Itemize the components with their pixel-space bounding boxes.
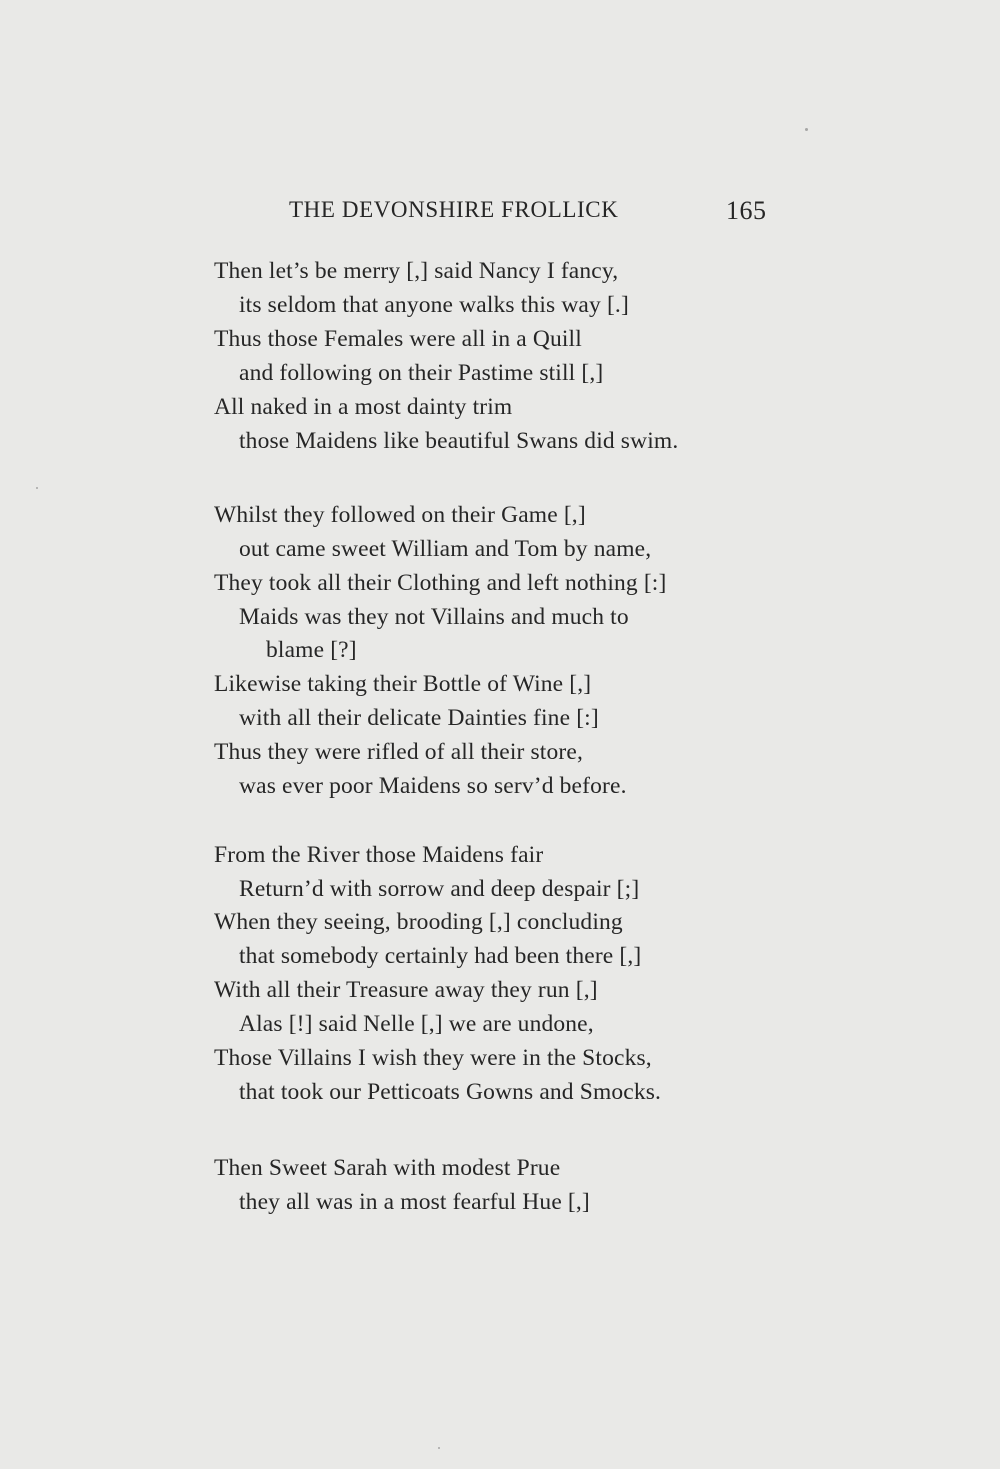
- page-number: 165: [726, 196, 767, 225]
- verse-line: Those Villains I wish they were in the Stocks,: [214, 1045, 652, 1071]
- verse-line: that took our Petticoats Gowns and Smocks.: [239, 1079, 662, 1105]
- verse-line: Maids was they not Villains and much to: [239, 604, 629, 630]
- verse-line: and following on their Pastime still [,]: [239, 360, 604, 386]
- verse-line: All naked in a most dainty trim: [214, 394, 513, 420]
- verse-line: From the River those Maidens fair: [214, 842, 544, 868]
- verse-line: out came sweet William and Tom by name,: [239, 536, 652, 562]
- verse-line: With all their Treasure away they run [,]: [214, 977, 598, 1003]
- paper-speck: [805, 128, 808, 131]
- verse-line: Return’d with sorrow and deep despair [;]: [239, 876, 640, 902]
- running-title: THE DEVONSHIRE FROLLICK: [289, 197, 619, 222]
- paper-speck: [36, 487, 38, 489]
- verse-line: Then Sweet Sarah with modest Prue: [214, 1155, 561, 1181]
- verse-line: that somebody certainly had been there [,]: [239, 943, 642, 969]
- verse-line: They took all their Clothing and left nothing [:]: [214, 570, 667, 596]
- verse-line: Then let’s be merry [,] said Nancy I fancy,: [214, 258, 619, 284]
- verse-line: blame [?]: [266, 637, 357, 663]
- verse-line: its seldom that anyone walks this way [.]: [239, 292, 629, 318]
- verse-line: Alas [!] said Nelle [,] we are undone,: [239, 1011, 594, 1037]
- verse-line: they all was in a most fearful Hue [,]: [239, 1189, 590, 1215]
- verse-line: Thus those Females were all in a Quill: [214, 326, 582, 352]
- paper-speck: [438, 1447, 440, 1449]
- verse-line: Thus they were rifled of all their store,: [214, 739, 583, 765]
- verse-line: was ever poor Maidens so serv’d before.: [239, 773, 627, 799]
- verse-line: with all their delicate Dainties fine [:]: [239, 705, 599, 731]
- verse-line: Likewise taking their Bottle of Wine [,]: [214, 671, 592, 697]
- verse-line: When they seeing, brooding [,] concluding: [214, 909, 623, 935]
- verse-line: Whilst they followed on their Game [,]: [214, 502, 586, 528]
- verse-line: those Maidens like beautiful Swans did swim.: [239, 428, 679, 454]
